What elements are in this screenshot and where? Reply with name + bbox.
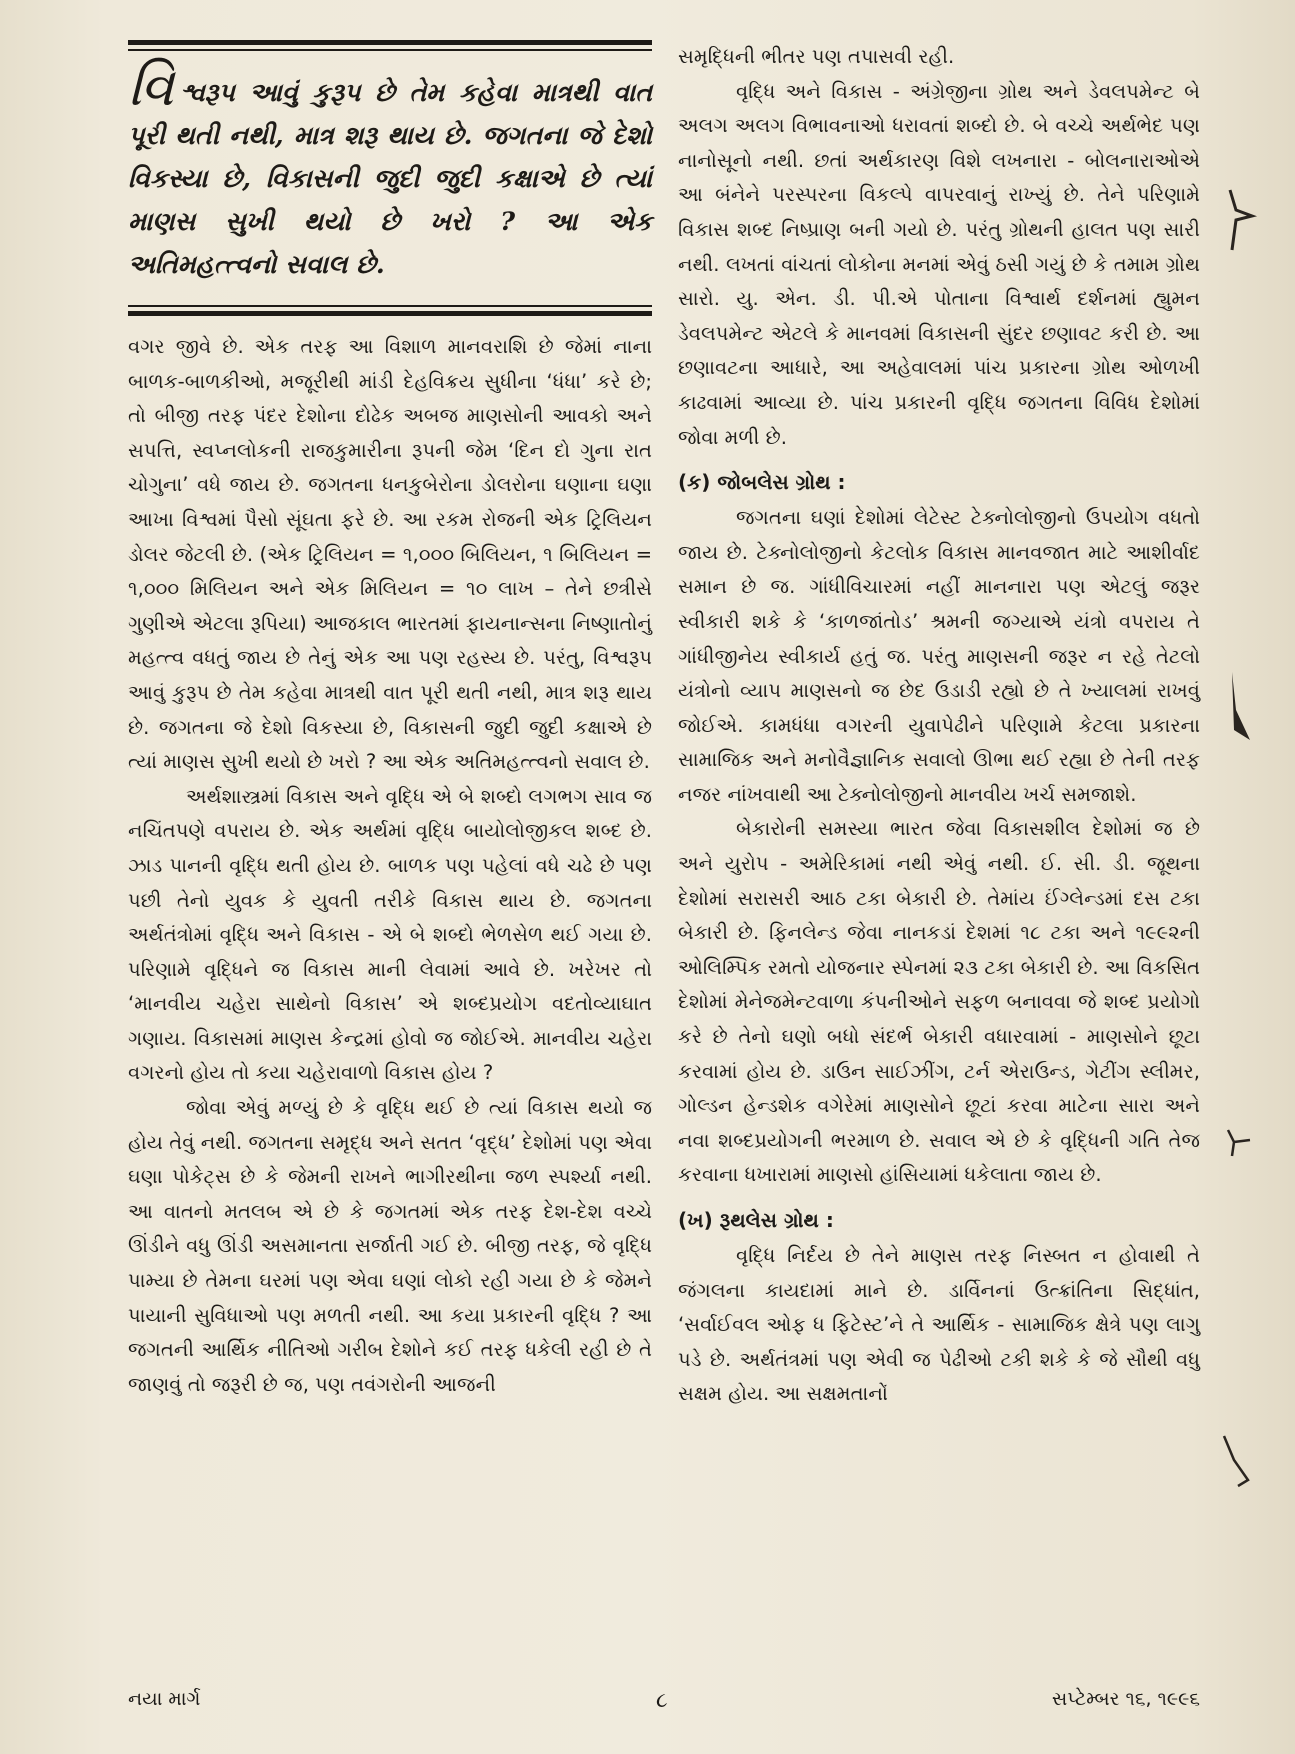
pullquote-bottom-rule-thick <box>128 311 652 316</box>
left-paragraph-2: અર્થશાસ્ત્રમાં વિકાસ અને વૃદ્ધિ એ બે શબ્દો લગભગ સાવ જ નચિંતપણે વપરાય છે. એક અર્થમાં વૃદ્ધિ બાયોલોજીકલ શબ્દ છે. ઝાડ પાનની વૃદ્ધિ થતી હોય છે. બાળક પણ પહેલાં વધે ચઢે છે પણ પછી તેનો યુવક કે યુવતી તરીકે વિકાસ થાય છે. જગતના અર્થતંત્રોમાં વૃદ્ધિ અને વિકાસ - એ બે શબ્દો ભેળસેળ થઈ ગયા છે. પરિણામે વૃદ્ધિને જ વિકાસ માની લેવામાં આવે છે. ખરેખર તો ‘માનવીય ચહેરા સાથેનો વિકાસ’ એ શબ્દપ્રયોગ વદતોવ્યાઘાત ગણાય. વિકાસમાં માણસ કેન્દ્રમાં હોવો જ જોઈએ. માનવીય ચહેરા વગરનો હોય તો કયા ચહેરાવાળો વિકાસ હોય ? <box>128 784 652 1085</box>
right-column <box>678 40 1200 1412</box>
right-intro-line: સમૃદ્ધિની ભીતર પણ તપાસવી રહી. <box>678 45 955 68</box>
right-paragraph-2: જગતના ઘણાં દેશોમાં લેટેસ્ટ ટેક્નોલોજીનો ઉપયોગ વધતો જાય છે. ટેક્નોલોજીનો કેટલોક વિકાસ માનવજાત માટે આશીર્વાદ સમાન છે જ. ગાંધીવિચારમાં નહીં માનનારા પણ એટલું જરૂર સ્વીકારી શકે કે ‘કાળજાંતોડ’ શ્રમની જગ્યાએ યંત્રો વપરાય તે ગાંધીજીનેય સ્વીકાર્ય હતું જ. પરંતુ માણસની જરૂર ન રહે તેટલો યંત્રોનો વ્યાપ માણસનો જ છેદ ઉડાડી રહ્યો છે તે ખ્યાલમાં રાખવું જોઈએ. કામધંધા વગરની યુવાપેઢીને પરિણામે કેટલા પ્રકારના સામાજિક અને મનોવૈજ્ઞાનિક સવાલો ઊભા થઈ રહ્યા છે તેની તરફ નજર નાંખવાથી આ ટેક્નોલોજીનો માનવીય ખર્ચ સમજાશે. <box>678 506 1200 806</box>
paper-tear-mark-1 <box>1222 180 1262 260</box>
section-heading-jobless-growth: (ક) જોબલેસ ગ્રોથ : <box>678 470 846 495</box>
left-body-text <box>128 330 652 1402</box>
left-column <box>128 40 652 1402</box>
right-paragraph-1: વૃદ્ધિ અને વિકાસ - અંગ્રેજીના ગ્રોથ અને ડેવલપમેન્ટ બે અલગ અલગ વિભાવનાઓ ધરાવતાં શબ્દો છે. બે વચ્ચે અર્થભેદ પણ નાનોસૂનો નથી. છતાં અર્થકારણ વિશે લખનારા - બોલનારાઓએ આ બંનેને પરસ્પરના વિકલ્પે વાપરવાનું રાખ્યું છે. તેને પરિણામે વિકાસ શબ્દ નિષ્પ્રાણ બની ગયો છે. પરંતુ ગ્રોથની હાલત પણ સારી નથી. લખતાં વાંચતાં લોકોના મનમાં એવું ઠસી ગયું છે કે તમામ ગ્રોથ સારો. યુ. એન. ડી. પી.એ પોતાના વિશ્વાર્થ દર્શનમાં હ્યુમન ડેવલપમેન્ટ એટલે કે માનવમાં વિકાસની સુંદર છણાવટ કરી છે. આ છણાવટના આધારે, આ અહેવાલમાં પાંચ પ્રકારના ગ્રોથ ઓળખી કાઢવામાં આવ્યા છે. પાંચ પ્રકારની વૃદ્ધિ જગતના વિવિધ દેશોમાં જોવા મળી છે. <box>678 79 1200 449</box>
right-paragraph-4: વૃદ્ધિ નિર્દય છે તેને માણસ તરફ નિસ્બત ન હોવાથી તે જંગલના કાયદામાં માને છે. ડાર્વિનનાં ઉત્ક્રાંતિના સિદ્ધાંત, ‘સર્વાઈવલ ઓફ ધ ફિટેસ્ટ’ને તે આર્થિક - સામાજિક ક્ષેત્રે પણ લાગુ પડે છે. અર્થતંત્રમાં પણ એવી જ પેઢીઓ ટકી શકે કે જે સૌથી વધુ સક્ષમ હોય. આ સક્ષમતાનોં <box>678 1244 1200 1406</box>
pullquote <box>128 51 652 305</box>
section-heading-ruthless-growth: (ખ) રૂથલેસ ગ્રોથ : <box>678 1208 834 1232</box>
paper-tear-mark-2 <box>1228 670 1258 760</box>
pullquote-text: શ્વરૂપ આવું કુરૂપ છે તેમ કહેવા માત્રથી વાત પૂરી થતી નથી, માત્ર શરૂ થાય છે. જગતના જે દેશો વિકસ્યા છે, વિકાસની જુદી જુદી કક્ષાએ છે ત્યાં માણસ સુખી થયો છે ખરો ? આ એક અતિમહત્ત્વનો સવાલ છે. <box>128 78 652 280</box>
footer-page-number: ૮ <box>656 1688 668 1712</box>
left-paragraph-3: જોવા એવું મળ્યું છે કે વૃદ્ધિ થઈ છે ત્યાં વિકાસ થયો જ હોય તેવું નથી. જગતના સમૃદ્ધ અને સતત ‘વૃદ્ધ’ દેશોમાં પણ એવા ઘણા પોકેટ્સ છે કે જેમની રાખને ભાગીરથીના જળ સ્પર્શ્યા નથી. આ વાતનો મતલબ એ છે કે જગતમાં એક તરફ દેશ-દેશ વચ્ચે ઊંડીને વધુ ઊંડી અસમાનતા સર્જાતી ગઈ છે. બીજી તરફ, જે વૃદ્ધિ પામ્યા છે તેમના ઘરમાં પણ એવા ઘણાં લોકો રહી ગયા છે કે જેમને પાયાની સુવિધાઓ પણ મળતી નથી. આ કયા પ્રકારની વૃદ્ધિ ? આ જગતની આર્થિક નીતિઓ ગરીબ દેશોને કઈ તરફ ધકેલી રહી છે તે જાણવું તો જરૂરી છે જ, પણ તવંગરોની આજની <box>128 1096 652 1396</box>
pullquote-dropcap: વિ <box>128 55 174 118</box>
footer-issue-date: સપ્ટેમ્બર ૧૬, ૧૯૯૬ <box>1051 1688 1200 1710</box>
footer-publication-name: નયા માર્ગ <box>128 1688 201 1710</box>
pullquote-top-rule-thick <box>128 40 652 45</box>
right-paragraph-3: બેકારોની સમસ્યા ભારત જેવા વિકાસશીલ દેશોમાં જ છે અને યુરોપ - અમેરિકામાં નથી એવું નથી. ઈ. સી. ડી. જૂથના દેશોમાં સરાસરી આઠ ટકા બેકારી છે. તેમાંય ઈંગ્લેન્ડમાં દસ ટકા બેકારી છે. ફિનલેન્ડ જેવા નાનકડાં દેશમાં ૧૮ ટકા અને ૧૯૯૨ની ઓલિમ્પિક રમતો યોજનાર સ્પેનમાં ૨૩ ટકા બેકારી છે. આ વિકસિત દેશોમાં મેનેજમેન્ટવાળા કંપનીઓને સફળ બનાવવા જે શબ્દ પ્રયોગો કરે છે તેનો ઘણો બધો સંદર્ભ બેકારી વધારવામાં - માણસોને છૂટા કરવામાં હોય છે. ડાઉન સાઈઝીંગ, ટર્ન એરાઉન્ડ, ગેટીંગ સ્લીમર, ગોલ્ડન હેન્ડશેક વગેરેમાં માણસોને છૂટાં કરવા માટેના સારા અને નવા શબ્દપ્રયોગની ભરમાળ છે. સવાલ એ છે કે વૃદ્ધિની ગતિ તેજ કરવાના ધખારામાં માણસો હાંસિયામાં ધકેલાતા જાય છે. <box>678 817 1200 1187</box>
paper-tear-mark-3 <box>1220 1120 1260 1160</box>
left-paragraph-1: વગર જીવે છે. એક તરફ આ વિશાળ માનવરાશિ છે જેમાં નાના બાળક-બાળકીઓ, મજૂરીથી માંડી દેહવિક્રય સુધીના ‘ધંધા’ કરે છે; તો બીજી તરફ પંદર દેશોના દોઢેક અબજ માણસોની આવકો અને સપત્તિ, સ્વપ્નલોકની રાજકુમારીના રૂપની જેમ ‘દિન દો ગુના રાત ચોગુના’ વધે જાય છે. જગતના ધનકુબેરોના ડોલરોના ઘણાના ઘણા આખા વિશ્વમાં પૈસો સૂંઘતા ફરે છે. આ રકમ રોજની એક ટ્રિલિયન ડોલર જેટલી છે. (એક ટ્રિલિયન = ૧,૦૦૦ બિલિયન, ૧ બિલિયન = ૧,૦૦૦ મિલિયન અને એક મિલિયન = ૧૦ લાખ – તેને છત્રીસે ગુણીએ એટલા રૂપિયા) આજકાલ ભારતમાં ફાયનાન્સના નિષ્ણાતોનું મહત્ત્વ વધતું જાય છે તેનું એક આ પણ રહસ્ય છે. પરંતુ, વિશ્વરૂપ આવું કુરૂપ છે તેમ કહેવા માત્રથી વાત પૂરી થતી નથી, માત્ર શરૂ થાય છે. જગતના જે દેશો વિકસ્યા છે, વિકાસની જુદી જુદી કક્ષાએ છે ત્યાં માણસ સુખી થયો છે ખરો ? આ એક અતિમહત્ત્વનો સવાલ છે. <box>128 335 652 774</box>
pullquote-bottom-rule-thin <box>128 305 652 307</box>
page-footer <box>128 1688 1200 1718</box>
paper-tear-mark-4 <box>1218 1430 1258 1500</box>
